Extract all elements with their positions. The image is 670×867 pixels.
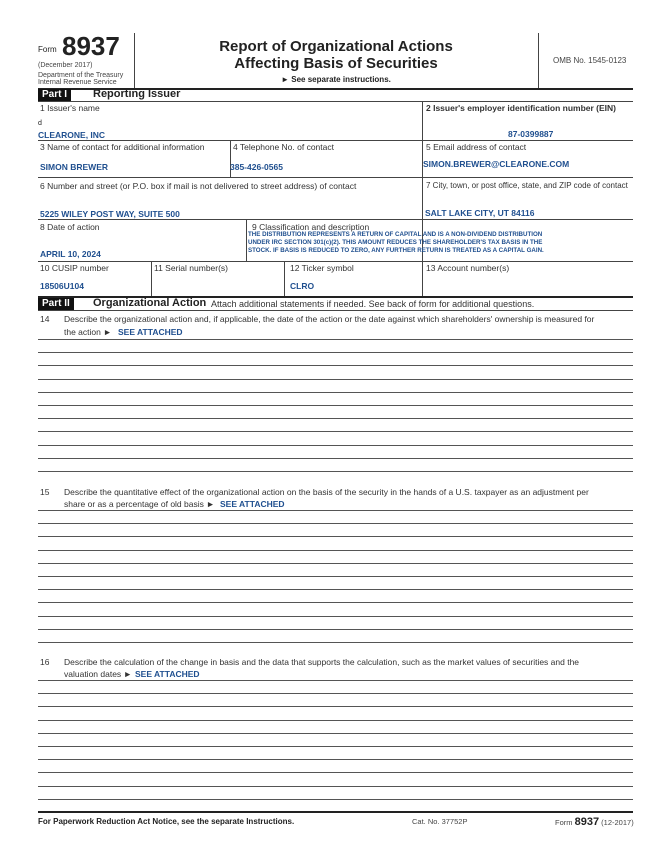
f4-label: 4 Telephone No. of contact [233, 142, 334, 152]
f3-label: 3 Name of contact for additional information [40, 142, 205, 152]
q16-answer[interactable]: SEE ATTACHED [135, 669, 200, 679]
f13-label: 13 Account number(s) [426, 263, 510, 273]
q14-text-line1: Describe the organizational action and, if applicable, the date of the action or the date against which shareholders' ownership is measured for [64, 314, 595, 324]
f9-label: 9 Classification and description [252, 222, 370, 232]
answer-line [38, 706, 633, 707]
classification-line1[interactable]: THE DISTRIBUTION REPRESENTS A RETURN OF CAPITAL AND IS A NON-DIVIDEND DISTRIBUTION [248, 231, 543, 238]
form-revision: (December 2017) [38, 62, 93, 69]
answer-line [38, 746, 633, 747]
f1-label: 1 Issuer's name [40, 103, 100, 113]
answer-line [38, 733, 633, 734]
answer-line [38, 471, 633, 472]
answer-line [38, 759, 633, 760]
form-number: 8937 [62, 31, 120, 61]
part2-subtitle: Attach additional statements if needed. See back of form for additional questions. [211, 299, 535, 309]
rule [38, 101, 633, 102]
rule [422, 261, 423, 296]
f2-label: 2 Issuer's employer identification number (EIN) [426, 103, 617, 113]
classification-line3[interactable]: STOCK. IF BASIS IS REDUCED TO ZERO, ANY FURTHER RETURN IS TREATED AS A CAPITAL GAIN. [248, 247, 544, 254]
q14-answer[interactable]: SEE ATTACHED [118, 327, 183, 337]
contact-name-field[interactable]: SIMON BREWER [40, 162, 108, 172]
answer-line [38, 523, 633, 524]
footer-form-id [555, 816, 634, 828]
answer-line [38, 602, 633, 603]
part2-tag: Part II [38, 298, 74, 310]
rule [246, 219, 247, 262]
email-field[interactable]: SIMON.BREWER@CLEARONE.COM [423, 159, 570, 169]
answer-line [38, 772, 633, 773]
street-field[interactable]: 5225 WILEY POST WAY, SUITE 500 [40, 209, 180, 219]
q16-text-line1: Describe the calculation of the change in basis and the data that supports the calculation, such as the market values of securities and the [64, 657, 580, 667]
ein-field[interactable]: 87-0399887 [508, 129, 554, 139]
f7-label: 7 City, town, or post office, state, and ZIP code of contact [426, 181, 628, 190]
part1-title: Reporting Issuer [93, 88, 181, 100]
form-word: Form [38, 45, 57, 54]
header-divider-right [538, 33, 539, 88]
answer-line [38, 642, 633, 643]
answer-line [38, 536, 633, 537]
cusip-field[interactable]: 18506U104 [40, 281, 84, 291]
q16-text-line2: valuation dates ► [64, 669, 132, 679]
answer-line [38, 365, 633, 366]
answer-line [38, 786, 633, 787]
form-title-line2: Affecting Basis of Securities [234, 55, 438, 72]
footer-form-number: 8937 [574, 816, 600, 828]
q15-answer[interactable]: SEE ATTACHED [220, 499, 285, 509]
f6-label: 6 Number and street (or P.O. box if mail is not delivered to street address) of contact [40, 181, 357, 191]
answer-line [38, 405, 633, 406]
rule [38, 177, 633, 178]
answer-line [38, 352, 633, 353]
rule [38, 140, 633, 141]
answer-line [38, 616, 633, 617]
action-date-field[interactable]: APRIL 10, 2024 [40, 249, 101, 259]
paperwork-notice: For Paperwork Reduction Act Notice, see the separate Instructions. [38, 817, 295, 826]
answer-line [38, 720, 633, 721]
rule [284, 261, 285, 296]
ticker-field[interactable]: CLRO [290, 281, 315, 291]
q15-number: 15 [40, 487, 50, 497]
answer-line [38, 629, 633, 630]
answer-line [38, 339, 633, 340]
answer-line [38, 379, 633, 380]
city-field[interactable]: SALT LAKE CITY, UT 84116 [425, 208, 535, 218]
answer-line [38, 576, 633, 577]
q14-text-line2: the action ► [64, 327, 112, 337]
answer-line [38, 392, 633, 393]
q16-number: 16 [40, 657, 50, 667]
answer-line [38, 693, 633, 694]
answer-line [38, 458, 633, 459]
part1-tag: Part I [38, 89, 71, 101]
q14-number: 14 [40, 314, 50, 324]
part2-title: Organizational Action [93, 297, 207, 309]
rule [151, 261, 152, 296]
irs-label: Internal Revenue Service [38, 79, 117, 86]
q15-text-line1: Describe the quantitative effect of the organizational action on the basis of the security in the hands of a U.S. taxpayer as an adjustment per [64, 487, 589, 497]
answer-line [38, 589, 633, 590]
issuer-name-field[interactable]: CLEARONE, INC [38, 130, 106, 140]
rule [38, 261, 633, 262]
f11-label: 11 Serial number(s) [154, 263, 229, 273]
answer-line [38, 550, 633, 551]
f5-label: 5 Email address of contact [426, 142, 527, 152]
answer-line [38, 431, 633, 432]
answer-line [38, 799, 633, 800]
footer-form-word: Form [555, 818, 573, 827]
f1-mark: d [38, 120, 42, 127]
answer-line [38, 680, 633, 681]
f8-label: 8 Date of action [40, 222, 100, 232]
answer-line [38, 445, 633, 446]
q15-text-line2: share or as a percentage of old basis ► [64, 499, 215, 509]
f12-label: 12 Ticker symbol [290, 263, 354, 273]
rule [38, 811, 633, 813]
rule [38, 310, 633, 311]
answer-line [38, 563, 633, 564]
department: Department of the Treasury [38, 72, 124, 79]
answer-line [38, 418, 633, 419]
see-instructions-link[interactable]: ► See separate instructions. [281, 75, 391, 84]
rule [38, 219, 633, 220]
phone-field[interactable]: 385-426-0565 [230, 162, 283, 172]
answer-line [38, 510, 633, 511]
omb-number: OMB No. 1545-0123 [553, 56, 627, 65]
catalog-number: Cat. No. 37752P [412, 817, 468, 826]
classification-line2[interactable]: UNDER IRC SECTION 301(c)(2). THIS AMOUNT REDUCES THE SHAREHOLDER'S TAX BASIS IN THE [248, 239, 543, 246]
form-title-line1: Report of Organizational Actions [219, 38, 453, 55]
f10-label: 10 CUSIP number [40, 263, 109, 273]
footer-revision: (12-2017) [601, 818, 634, 827]
